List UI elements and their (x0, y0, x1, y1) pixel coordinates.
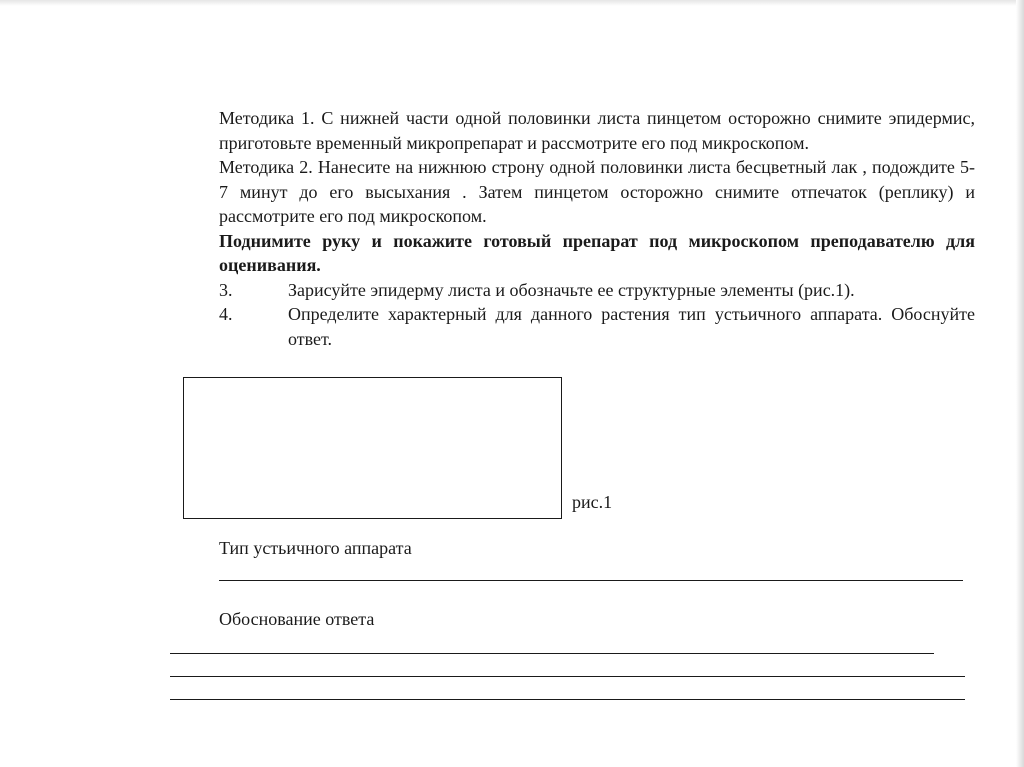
step-4-number: 4. (219, 304, 233, 324)
justification-answer-line (170, 653, 934, 654)
method-2-paragraph: Методика 2. Нанесите на нижнюю строну одной половинки листа бесцветный лак , подождите 5-7 минут до его высыхания . Затем пинцетом осторожно снимите отпечаток (реплику) и рассмотрите его под микроскопом. (219, 157, 975, 226)
justification-answer-line (170, 676, 965, 677)
justification-answer-line (170, 699, 965, 700)
slide-right-edge (1016, 0, 1024, 767)
slide-top-edge (0, 0, 1024, 6)
step-4-text: Определите характерный для данного растения тип устьичного аппарата. Обоснуйте ответ. (288, 304, 975, 349)
step-4 (219, 302, 975, 351)
justification-label: Обоснование ответа (219, 609, 375, 629)
step-3-number: 3. (219, 279, 233, 300)
instruction-bold-paragraph: Поднимите руку и покажите готовый препарат под микроскопом преподавателю для оценивания. (219, 230, 975, 275)
stomata-type-label: Тип устьичного аппарата (219, 538, 412, 558)
stomata-type-answer-line (219, 580, 963, 581)
figure-label: рис.1 (572, 492, 613, 512)
method-1-paragraph: Методика 1. С нижней части одной половинки листа пинцетом осторожно снимите эпидермис, приготовьте временный микропрепарат и рассмотрите его под микроскопом. (219, 108, 975, 153)
instructions-text (219, 106, 975, 351)
step-3 (219, 278, 975, 303)
drawing-area-box (183, 377, 562, 519)
step-3-text: Зарисуйте эпидерму листа и обозначьте ее структурные элементы (рис.1). (288, 279, 855, 300)
